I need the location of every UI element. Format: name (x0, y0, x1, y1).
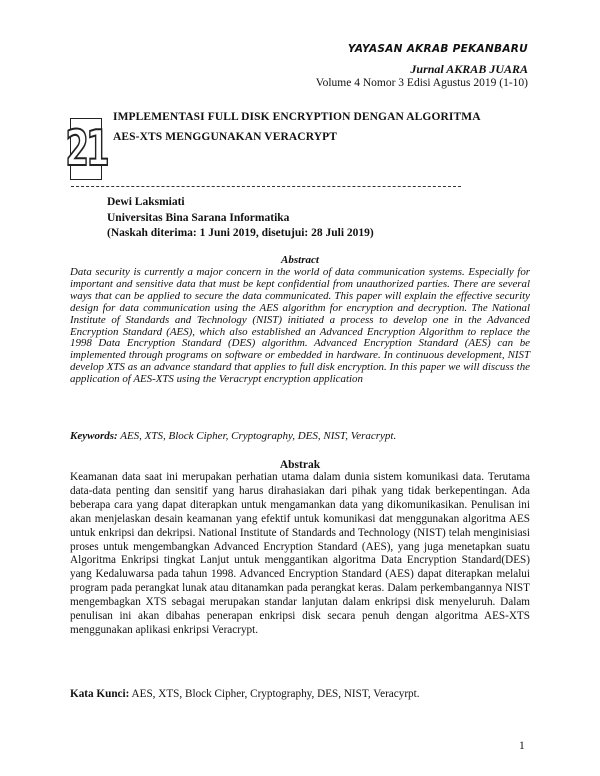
author-affiliation: Universitas Bina Sarana Informatika (107, 211, 290, 224)
author-block (107, 195, 374, 242)
keywords-label-id: Kata Kunci: (70, 688, 130, 700)
abstract-body-en: Data security is currently a major concern in the world of data communication systems. Especially for important and sensitive data that must be kept confidential from unauthorized parties. There are several ways that can be applied to secure the data communicated. This paper will explain the effective security design for data communication using the AES algorithm for encryption and decryption. The National Institute of Standards and Technology (NIST) initiated a process to develop one in the Advanced Encryption Standard (AES), which also established an Advanced Encryption Algorithm to replace the 1998 Data Encryption Standard (DES) algorithm. Advanced Encryption Standard (AES) can be implemented through programs on software or embedded in hardware. In continuous development, NIST develop XTS as an advance standard that applies to full disk encryption. In this paper we will discuss the application of AES-XTS using the Veracrypt encryption application (70, 266, 530, 386)
volume-info: Volume 4 Nomor 3 Edisi Agustus 2019 (1-10) (315, 77, 528, 89)
journal-name: Jurnal AKRAB JUARA (410, 62, 528, 76)
keywords-list-en: AES, XTS, Block Cipher, Cryptography, DES, NIST, Veracrypt. (117, 430, 397, 442)
keywords-list-id: AES, XTS, Block Cipher, Cryptography, DES, NIST, Veracyrpt. (129, 688, 420, 700)
keywords-id (70, 688, 530, 700)
submission-dates: (Naskah diterima: 1 Juni 2019, disetujui: 28 Juli 2019) (107, 227, 374, 239)
article-number-box (65, 118, 107, 180)
keywords-label-en: Keywords: (70, 430, 118, 442)
abstract-heading-id: Abstrak (279, 459, 321, 471)
keywords-en (70, 430, 530, 442)
title-line-2: AES-XTS MENGGUNAKAN VERACRYPT (113, 131, 337, 143)
article-number: 21 (65, 120, 107, 178)
abstract-heading-en: Abstract (281, 254, 319, 266)
author-name: Dewi Laksmiati (107, 196, 185, 208)
title-line-1: IMPLEMENTASI FULL DISK ENCRYPTION DENGAN ALGORITMA (113, 111, 481, 123)
page-number: 1 (519, 740, 525, 752)
paper-title (113, 107, 481, 147)
abstract-body-id: Keamanan data saat ini merupakan perhatian utama dalam dunia sistem komunikasi data. Terutama data-data penting dan sensitif yang harus dirahasiakan dari pihak yang tidak berkepentingan. Ada beberapa cara yang dapat diterapkan untuk mengamankan data yang dikomunikasikan. Penulisan ini akan menjelaskan desain keamanan yang efektif untuk komunikasi dat menggunakan algoritma AES untuk enkripsi dan dekripsi. National Institute of Standards and Technology (NIST) telah menginisiasi proses untuk mengembangkan Advanced Encryption Standard (AES), yang juga menetapkan suatu Algoritma Enkripsi tingkat Lanjut untuk menggantikan algoritma Data Encryption Standard(DES) yang Kedaluwarsa pada tahun 1998. Advanced Encryption Standard (AES) dapat diterapkan melalui program pada perangkat lunak atau ditanamkan pada perangkat keras. Dalam perkembangannya NIST mengembagkan XTS sebagai merupakan standar lanjutan dalam enkripsi disk menyeluruh. Dalam penulisan ini akan dibahas penerapan enkripsi disk secara penuh dengan algoritma AES-XTS menggunakan aplikasi enkripsi Veracrypt. (70, 471, 530, 636)
header-divider (71, 186, 461, 187)
publisher-name: YAYASAN AKRAB PEKANBARU (347, 43, 528, 55)
